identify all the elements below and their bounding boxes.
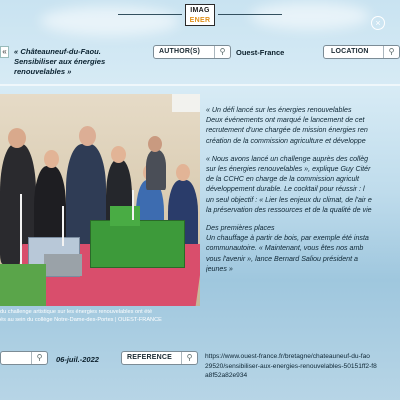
article-line: vous l'avenir », lance Bernard Saliou président a: [206, 254, 358, 263]
photo-head: [79, 126, 96, 146]
close-icon[interactable]: ×: [371, 16, 385, 30]
photo-window: [172, 94, 200, 112]
caption-line: és au sein du collège Notre-Dame-des-Portes | OUEST-FRANCE: [0, 316, 162, 323]
url-line: 29520/sensibiliser-aux-energies-renouvelables-50151ff2-f8: [205, 362, 377, 370]
photo-grass-model: [0, 264, 46, 306]
reference-search-icon[interactable]: ⚲: [181, 352, 197, 364]
article-line: Un chauffage à partir de bois, par exemple été insta: [206, 234, 369, 243]
photo-head: [148, 136, 162, 152]
article-line: de la CCHC en charge de la commission agricult: [206, 175, 359, 184]
reference-label: REFERENCE: [127, 354, 172, 361]
article-line: recrutement d'une chargée de mission énergies ren: [206, 126, 368, 135]
back-arrow-icon[interactable]: «: [0, 46, 9, 58]
title-line: « Châteauneuf-du-Faou.: [14, 47, 101, 56]
photo-wind-turbine: [62, 206, 64, 246]
article-title: [14, 47, 126, 77]
article-line: Des premières places: [206, 224, 275, 233]
reference-field[interactable]: [121, 351, 198, 365]
date-field[interactable]: [0, 351, 48, 365]
article-line: « Un défi lancé sur les énergies renouvelables: [206, 106, 352, 114]
article-line: communautoire. « Maintenant, vous êtes nos amb: [206, 244, 364, 253]
photo-green-model: [90, 220, 185, 268]
article-line: création de la commission agriculture et développe: [206, 136, 366, 145]
location-label: LOCATION: [331, 48, 369, 55]
photo-gray-model: [44, 254, 82, 276]
photo-person: [146, 150, 166, 190]
author-search-icon[interactable]: ⚲: [214, 46, 230, 58]
article-line: sur les énergies renouvelables », explique Guy Citér: [206, 165, 371, 174]
date-value: 06-juil.-2022: [56, 355, 99, 364]
logo-line-2: ENER: [189, 17, 211, 24]
header-rule-right: [218, 14, 282, 15]
header-rule-left: [118, 14, 182, 15]
article-body: [206, 105, 400, 282]
imagener-logo[interactable]: [185, 4, 215, 26]
article-line: développement durable. Le cocktail pour réussir : l: [206, 185, 365, 194]
photo-head: [176, 164, 190, 181]
author-field[interactable]: [153, 45, 231, 59]
author-value: Ouest-France: [236, 48, 285, 57]
title-line: renouvelables »: [14, 67, 72, 76]
author-label: AUTHOR(S): [159, 48, 201, 55]
article-paragraph: [206, 154, 400, 215]
title-line: Sensibiliser aux énergies: [14, 57, 106, 66]
location-field[interactable]: [323, 45, 400, 59]
caption-line: du challenge artistique sur les énergies renouvelables ont été: [0, 309, 153, 315]
photo-caption: [0, 309, 200, 324]
article-line: Deux événements ont marqué le lancement de cet: [206, 116, 365, 125]
date-search-icon[interactable]: ⚲: [31, 352, 47, 364]
horizon-line: [0, 84, 400, 86]
url-line: https://www.ouest-france.fr/bretagne/chateauneuf-du-fao: [205, 353, 370, 360]
photo-green-model-top: [110, 206, 140, 226]
article-photo: [0, 94, 200, 306]
url-line: a8f52a82e934: [205, 372, 248, 379]
article-line: jeunes »: [206, 264, 233, 273]
photo-wind-turbine: [20, 194, 22, 264]
article-line: un seul objectif : « Lier les enjeux du climat, de l'air e: [206, 195, 372, 204]
sky-cloud: [40, 6, 180, 36]
photo-head: [8, 128, 26, 148]
photo-wind-turbine: [132, 190, 134, 220]
article-line: la préservation des ressources et de la qualité de vie: [206, 205, 372, 214]
photo-head: [44, 150, 59, 168]
source-url[interactable]: [205, 352, 400, 381]
sky-cloud: [250, 2, 370, 30]
article-line: « Nous avons lancé un challenge auprès des collèg: [206, 154, 369, 163]
article-paragraph: [206, 105, 400, 146]
logo-line-1: IMAG: [190, 7, 210, 14]
photo-head: [111, 146, 126, 163]
location-search-icon[interactable]: ⚲: [383, 46, 399, 58]
article-paragraph: [206, 223, 400, 274]
